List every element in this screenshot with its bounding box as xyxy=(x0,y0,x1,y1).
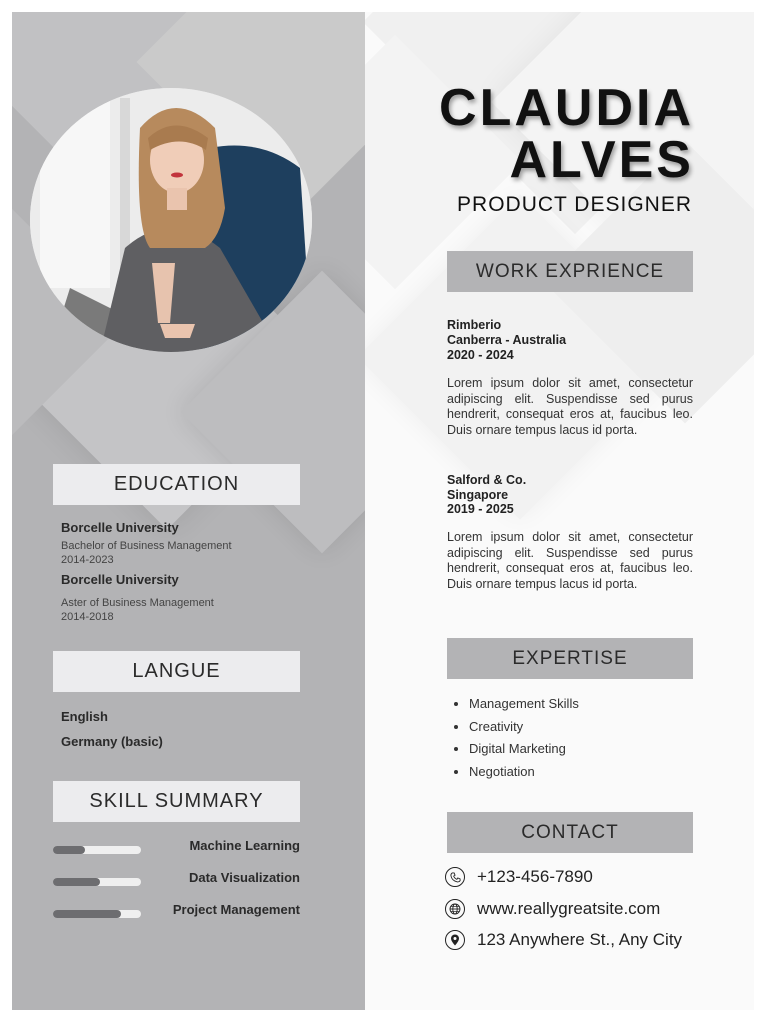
job-years: 2019 - 2025 xyxy=(447,502,514,516)
job-location: Canberra - Australia xyxy=(447,333,567,347)
work-experience-heading: WORK EXPRIENCE xyxy=(447,251,693,292)
skill-bar-track xyxy=(53,878,141,886)
globe-icon xyxy=(445,899,465,919)
skill-label: Data Visualization xyxy=(188,870,300,885)
job-description: Lorem ipsum dolor sit amet, consectetur adipiscing elit. Suspendisse sed purus hendrerit, consequat eros at, faucibus leo. Duis ornare tempus lacus id porta. xyxy=(447,530,693,591)
list-item: • Negotiation xyxy=(469,764,579,787)
list-item: • Digital Marketing xyxy=(469,741,579,764)
job-years: 2020 - 2024 xyxy=(447,348,514,362)
job-location: Singapore xyxy=(447,488,509,502)
education-school: Borcelle University xyxy=(61,520,179,535)
skill-row xyxy=(53,902,300,922)
resume-page xyxy=(12,12,754,1010)
contact-phone[interactable] xyxy=(445,865,593,889)
phone-icon xyxy=(445,867,465,887)
education-degree: Bachelor of Business Management xyxy=(61,540,232,552)
list-item: • Creativity xyxy=(469,719,579,742)
profile-photo xyxy=(30,88,312,352)
contact-address xyxy=(445,928,682,952)
job-title: PRODUCT DESIGNER xyxy=(457,193,692,216)
first-name: CLAUDIA xyxy=(439,79,694,137)
education-degree: Aster of Business Management xyxy=(61,597,214,609)
job-company: Salford & Co. xyxy=(447,473,527,487)
education-heading: EDUCATION xyxy=(53,464,300,505)
address-text: 123 Anywhere St., Any City xyxy=(477,930,683,949)
phone-number: +123-456-7890 xyxy=(477,867,593,886)
expertise-heading: EXPERTISE xyxy=(447,638,693,679)
skill-label: Machine Learning xyxy=(189,838,300,853)
last-name: ALVES xyxy=(509,131,694,189)
education-years: 2014-2018 xyxy=(61,611,114,623)
contact-heading: CONTACT xyxy=(447,812,693,853)
website-url: www.reallygreatsite.com xyxy=(477,899,661,918)
skill-summary-heading: SKILL SUMMARY xyxy=(53,781,300,822)
education-school: Borcelle University xyxy=(61,572,179,587)
education-years: 2014-2023 xyxy=(61,554,114,566)
job-company: Rimberio xyxy=(447,318,502,332)
language-item: Germany (basic) xyxy=(61,734,163,749)
skill-label: Project Management xyxy=(172,902,300,917)
skill-row xyxy=(53,870,300,890)
language-item: English xyxy=(61,709,108,724)
job-description: Lorem ipsum dolor sit amet, consectetur adipiscing elit. Suspendisse sed purus hendrerit, consequat eros at, faucibus leo. Duis ornare tempus lacus id porta. xyxy=(447,376,693,437)
skill-bar-track xyxy=(53,846,141,854)
skill-bar-fill xyxy=(53,846,85,854)
skill-row xyxy=(53,838,300,858)
sidebar xyxy=(12,12,365,1010)
skill-bar-fill xyxy=(53,878,100,886)
contact-website[interactable] xyxy=(445,897,660,921)
language-heading: LANGUE xyxy=(53,651,300,692)
skill-bar-fill xyxy=(53,910,121,918)
list-item: • Management Skills xyxy=(469,696,579,719)
location-pin-icon xyxy=(445,930,465,950)
expertise-list xyxy=(447,696,579,786)
skill-bar-track xyxy=(53,910,141,918)
